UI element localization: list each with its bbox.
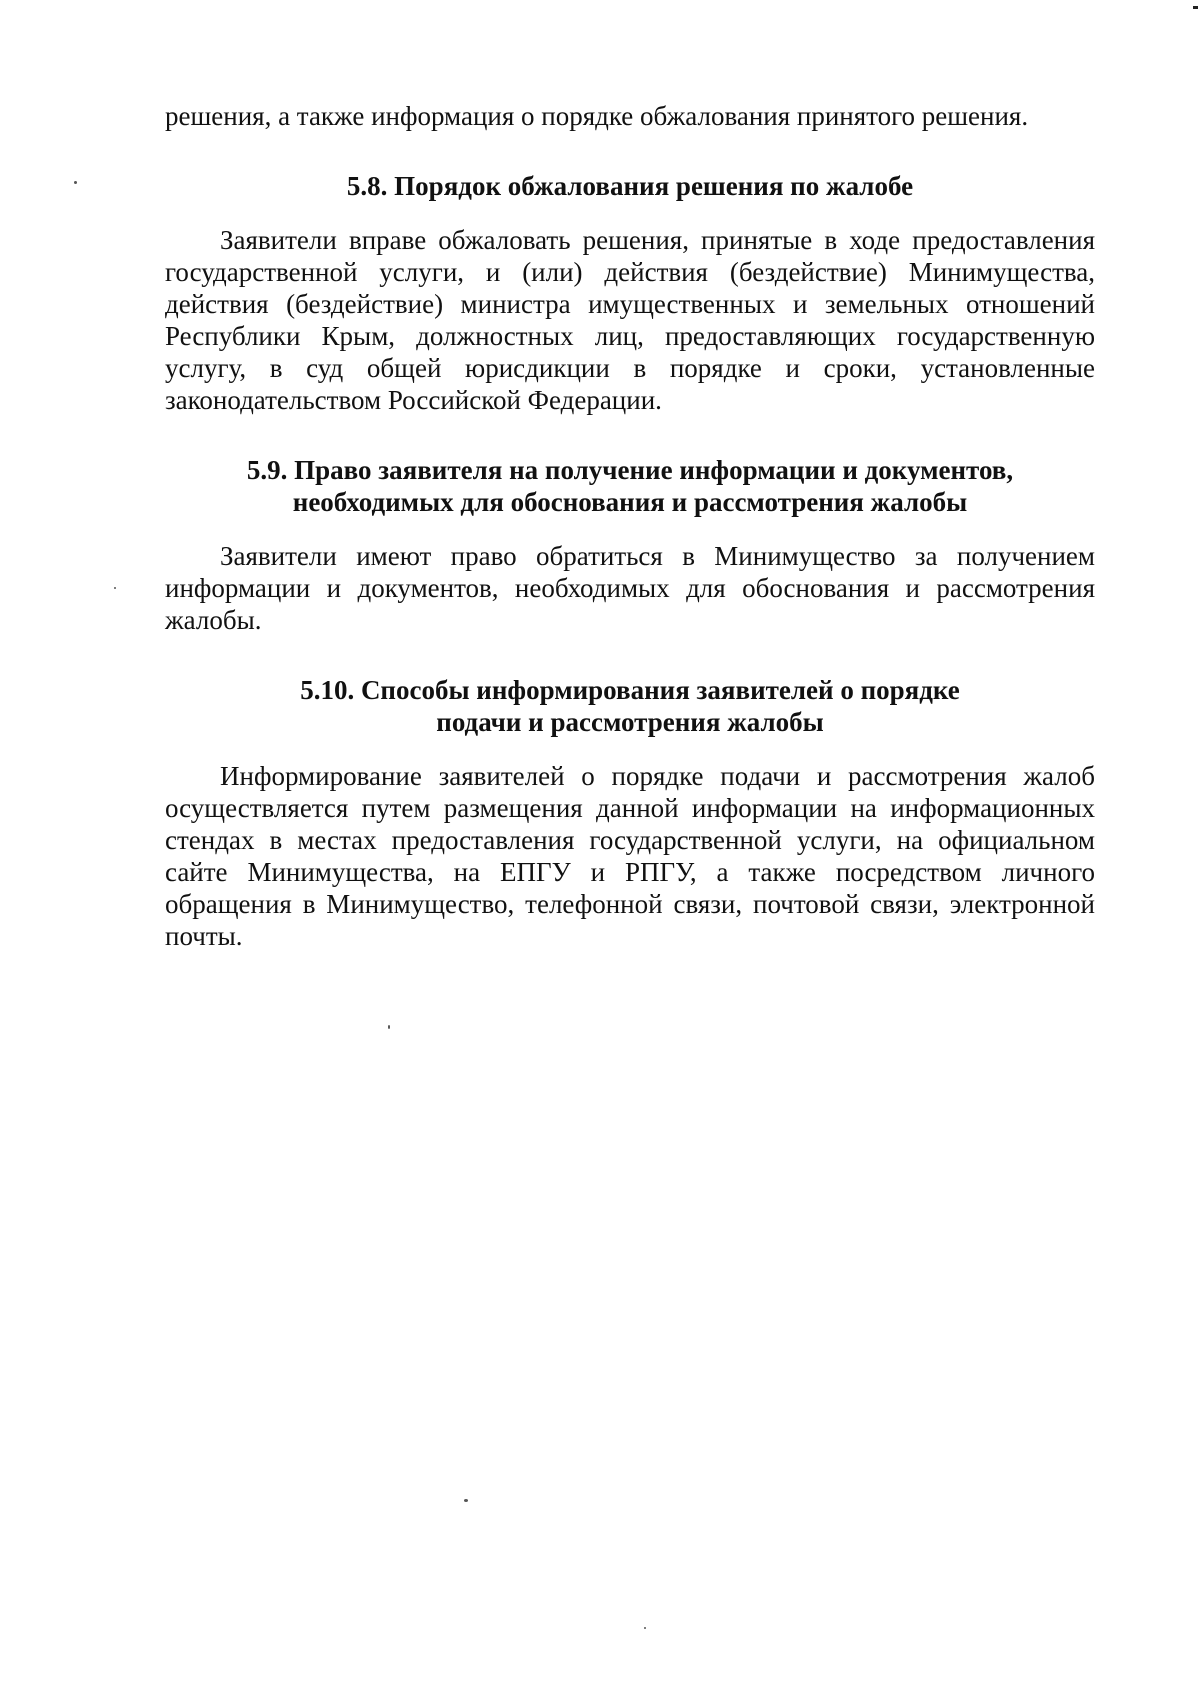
section-5-8 [165, 170, 1095, 416]
section-heading-line: 5.10. Способы информирования заявителей о порядке [300, 675, 960, 705]
section-heading-line: необходимых для обоснования и рассмотрения жалобы [292, 487, 968, 517]
section-5-9 [165, 454, 1095, 636]
section-paragraph: Заявители вправе обжаловать решения, принятые в ходе предоставления государственной услуги, и (или) действия (бездействие) Минимущества, действия (бездействие) министра имущественных и земельных отношений Республики Крым, должностных лиц, предоставляющих государственную услугу, в суд общей юрисдикции в порядке и сроки, установленные законодательством Российской Федерации. [165, 225, 1095, 415]
scan-speck [114, 587, 116, 589]
section-5-10 [165, 674, 1095, 952]
section-heading-line: 5.8. Порядок обжалования решения по жалобе [346, 171, 914, 201]
section-heading-line: 5.9. Право заявителя на получение информации и документов, [246, 455, 1014, 485]
section-heading [165, 170, 1095, 202]
page-content [165, 100, 1095, 952]
scan-speck [1193, 6, 1198, 9]
section-heading [165, 454, 1095, 518]
section-paragraph: Заявители имеют право обратиться в Минимущество за получением информации и документов, необходимых для обоснования и рассмотрения жалобы. [165, 541, 1095, 635]
scan-speck [74, 181, 77, 184]
continuation-paragraph: решения, а также информация о порядке обжалования принятого решения. [165, 101, 1029, 131]
section-paragraph: Информирование заявителей о порядке подачи и рассмотрения жалоб осуществляется путем размещения данной информации на информационных стендах в местах предоставления государственной услуги, на официальном сайте Минимущества, на ЕПГУ и РПГУ, а также посредством личного обращения в Минимущество, телефонной связи, почтовой связи, электронной почты. [165, 761, 1095, 951]
scan-speck [644, 1627, 646, 1629]
scan-speck [464, 1499, 468, 1502]
scan-speck [388, 1025, 390, 1029]
section-heading-line: подачи и рассмотрения жалобы [436, 707, 824, 737]
section-heading [165, 674, 1095, 738]
